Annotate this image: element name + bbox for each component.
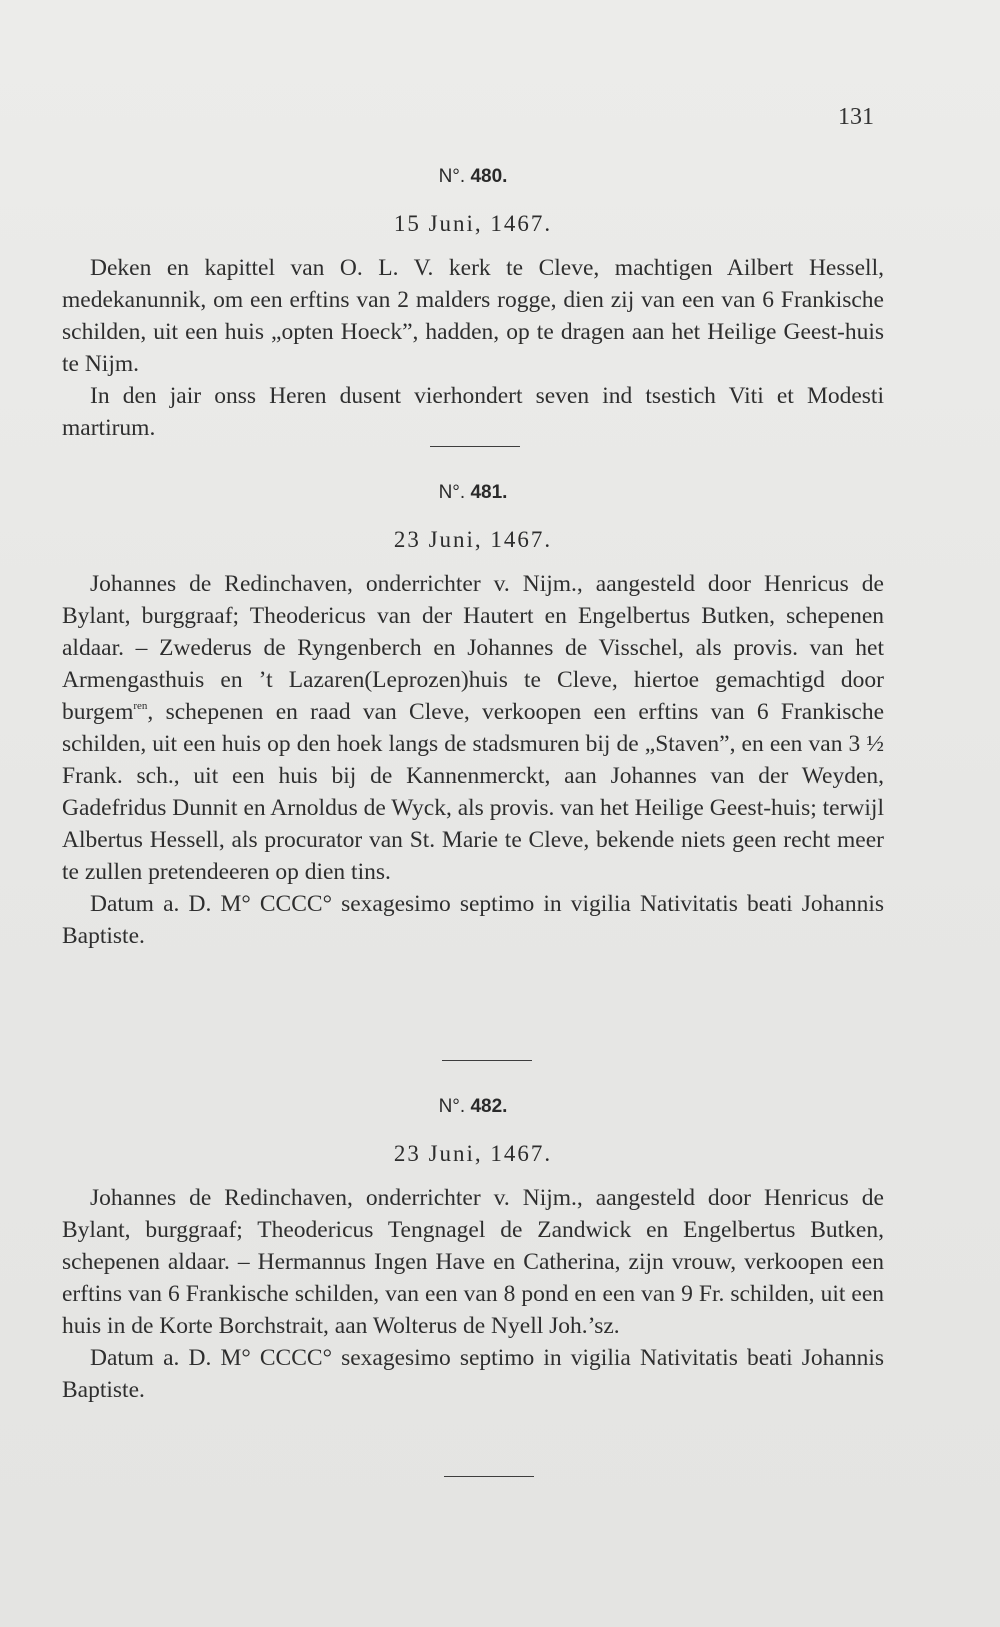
entry-body [62,252,884,444]
entry-paragraph-text: Johannes de Redinchaven, onderrichter v. Nijm., aangesteld door Henricus de Bylant, burggraaf; Theodericus van der Hautert en Engelbertus Butken, schepenen aldaar. – Zwederus de Ryngenberch en Johannes de Visschel, als provis. van het Armengasthuis en ’t Lazaren(Leprozen)huis te Cleve, hiertoe gemachtigd door burgem [62,571,884,725]
section-divider [430,446,520,447]
entry-date: 15 Juni, 1467. [393,211,553,236]
entry-paragraph: Datum a. D. M° CCCC° sexagesimo septimo in vigilia Nativitatis beati Johannis Baptiste. [62,891,884,949]
entry-number [62,478,884,508]
entry-number-value: 482. [470,1096,508,1117]
entry-paragraph: Johannes de Redinchaven, onderrichter v. Nijm., aangesteld door Henricus de Bylant, burggraaf; Theodericus Tengnagel de Zandwick en Engelbertus Butken, schepenen aldaar. – Hermannus Ingen Have en Catherina, zijn vrouw, verkoopen een erftins van 6 Frankische schilden, van een van 8 pond en een van 9 Fr. schilden, uit een huis in de Korte Borchstrait, aan Wolterus de Nyell Joh.’sz. [62,1185,884,1339]
entry-480 [62,162,884,444]
superscript: ren [133,700,148,712]
entry-number-value: 481. [470,482,508,503]
entry-paragraph-continuation: , schepenen en raad van Cleve, verkoopen een erftins van 6 Frankische schilden, uit een huis op den hoek langs de stadsmuren bij de „Staven”, en een van 3 ½ Frank. sch., uit een huis bij de Kannenmerckt, aan Johannes van der Weyden, Gadefridus Dunnit en Arnoldus de Wyck, als provis. van het Heilige Geest-huis; terwijl Albertus Hessell, als procurator van St. Marie te Cleve, bekende niets geen recht meer te zullen pretendeeren op dien tins. [62,699,884,885]
entry-paragraph: Deken en kapittel van O. L. V. kerk te Cleve, machtigen Ailbert Hessell, medekanunnik, om een erftins van 2 malders rogge, dien zij van een van 6 Frankische schilden, uit een huis „opten Hoeck”, hadden, op te dragen aan het Heilige Geest-huis te Nijm. [62,255,884,377]
section-divider [444,1476,534,1477]
entry-481 [62,478,884,952]
page-number: 131 [838,104,874,130]
entry-number-value: 480. [470,166,508,187]
entry-number [62,162,884,192]
entry-paragraph [62,568,884,888]
entry-number-prefix: N°. [438,166,466,187]
entry-body [62,1182,884,1406]
entry-date: 23 Juni, 1467. [393,1141,553,1166]
entry-number [62,1092,884,1122]
entry-paragraph: In den jair onss Heren dusent vierhondert seven ind tsestich Viti et Modesti martirum. [62,383,884,441]
entry-body [62,568,884,952]
entry-number-prefix: N°. [438,1096,466,1117]
section-divider [442,1060,532,1061]
entry-482 [62,1092,884,1406]
entry-date: 23 Juni, 1467. [393,527,553,552]
entry-number-prefix: N°. [438,482,466,503]
entry-paragraph: Datum a. D. M° CCCC° sexagesimo septimo in vigilia Nativitatis beati Johannis Baptiste. [62,1345,884,1403]
